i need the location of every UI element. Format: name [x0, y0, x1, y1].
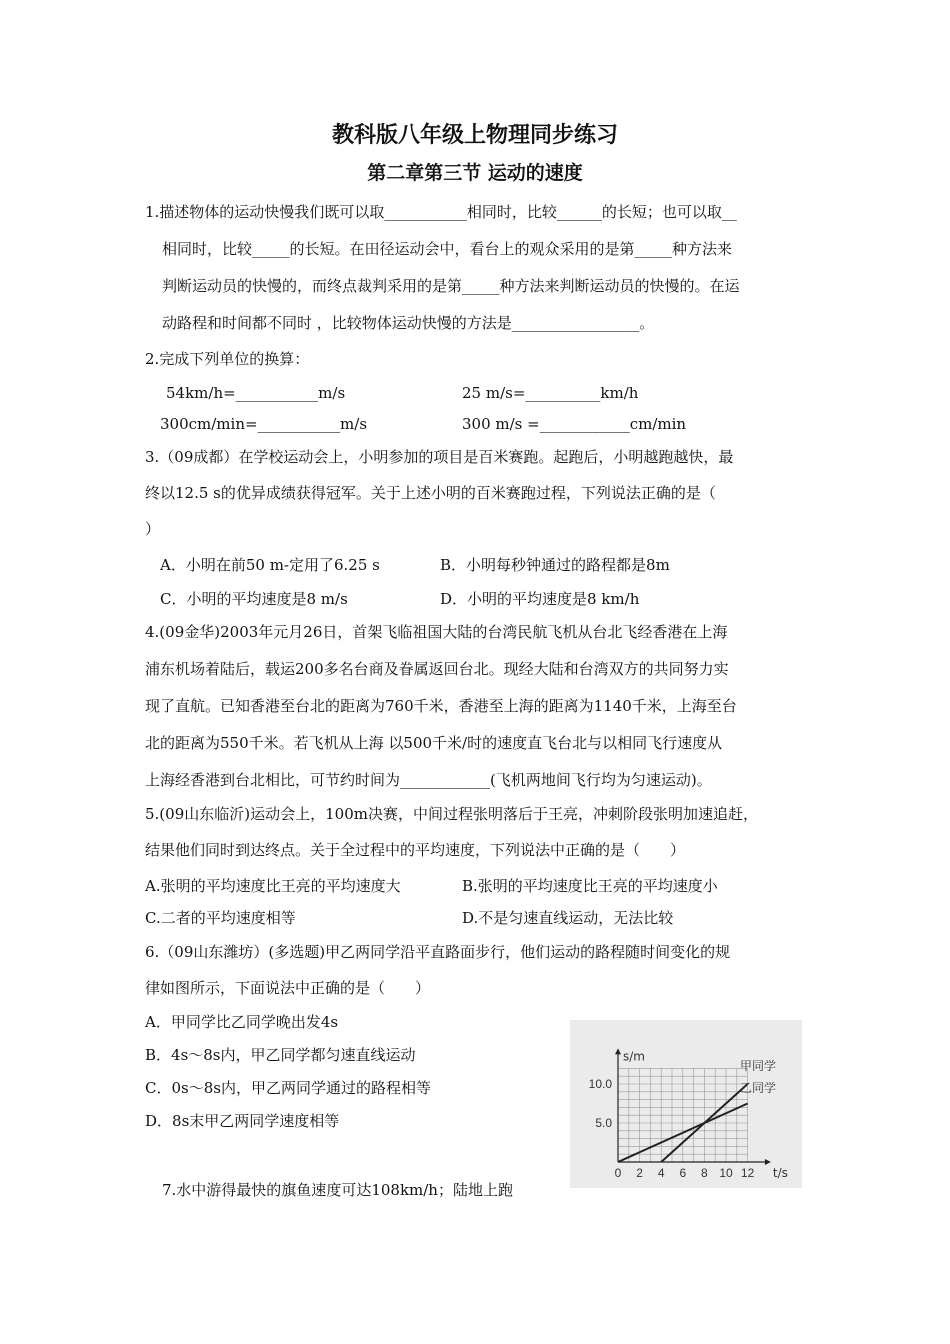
distance-time-chart	[570, 1020, 802, 1188]
q3-line-2: 终以12.5 s的优异成绩获得冠军。关于上述小明的百米赛跑过程，下列说法正确的是（	[145, 484, 716, 502]
q5-line-1: 5.(09山东临沂)运动会上，100m决赛，中间过程张明落后于王亮，冲刺阶段张明加速追赶，	[145, 805, 758, 823]
x-tick-label: 10	[719, 1166, 733, 1180]
q2-item-d: 300 m/s =____________cm/min	[462, 415, 687, 433]
q3-option-b: B．小明每秒钟通过的路程都是8m	[440, 556, 670, 574]
q5-option-b: B.张明的平均速度比王亮的平均速度小	[462, 877, 718, 895]
q2-item-a: 54km/h=___________m/s	[166, 384, 346, 402]
x-tick-label: 6	[679, 1166, 687, 1180]
x-tick-label: 12	[740, 1166, 755, 1180]
x-tick-label: 2	[636, 1166, 643, 1180]
q2-item-c: 300cm/min=___________m/s	[160, 415, 368, 433]
q1-line-2: 相同时，比较_____的长短。在田径运动会中，看台上的观众采用的是第_____种方法来	[162, 240, 733, 258]
q6-option-c: C．0s～8s内，甲乙两同学通过的路程相等	[145, 1079, 431, 1097]
q6-option-a: A．甲同学比乙同学晚出发4s	[145, 1013, 339, 1031]
q3-option-c: C．小明的平均速度是8 m/s	[160, 590, 348, 608]
q5-line-2: 结果他们同时到达终点。关于全过程中的平均速度，下列说法中正确的是（ ）	[145, 841, 686, 859]
q6-option-b: B．4s～8s内，甲乙同学都匀速直线运动	[145, 1046, 416, 1064]
document-title: 教科版八年级上物理同步练习	[331, 123, 618, 148]
q7-line-1: 7.水中游得最快的旗鱼速度可达108km/h；陆地上跑	[162, 1181, 513, 1199]
x-tick-label: 4	[657, 1166, 665, 1180]
q3-line-1: 3.（09成都）在学校运动会上，小明参加的项目是百米赛跑。起跑后，小明越跑越快，最	[145, 448, 734, 466]
q3-option-d: D．小明的平均速度是8 km/h	[440, 590, 640, 608]
q4-line-2: 浦东机场着陆后，载运200多名台商及眷属返回台北。现经大陆和台湾双方的共同努力实	[145, 660, 729, 678]
chart-x-axis-label: t/s	[772, 1166, 788, 1180]
q2-line-1: 2.完成下列单位的换算：	[145, 350, 310, 368]
q6-line-2: 律如图所示，下面说法中正确的是（ ）	[145, 979, 431, 997]
q5-option-c: C.二者的平均速度相等	[145, 909, 296, 927]
chart-legend-series-2: 乙同学	[740, 1080, 777, 1095]
y-tick-label: 10.0	[588, 1077, 612, 1091]
q4-line-4: 北的距离为550千米。若飞机从上海 以500千米/时的速度直飞台北与以相同飞行速度从	[145, 734, 723, 752]
q1-line-3: 判断运动员的快慢的，而终点裁判采用的是第_____种方法来判断运动员的快慢的。在运	[162, 277, 740, 295]
chart-legend-series-1: 甲同学	[740, 1058, 777, 1073]
q5-option-a: A.张明的平均速度比王亮的平均速度大	[145, 877, 401, 895]
q1-line-1: 1.描述物体的运动快慢我们既可以取___________相同时，比较______的长短；也可以取__	[145, 203, 737, 221]
x-tick-label: 0	[614, 1166, 622, 1180]
q6-option-d: D．8s末甲乙两同学速度相等	[145, 1112, 340, 1130]
q6-line-1: 6.（09山东潍坊）(多选题)甲乙两同学沿平直路面步行，他们运动的路程随时间变化的规	[145, 943, 731, 961]
q5-option-d: D.不是匀速直线运动，无法比较	[462, 909, 674, 927]
q4-line-1: 4.(09金华)2003年元月26日，首架飞临祖国大陆的台湾民航飞机从台北飞经香港在上海	[145, 623, 728, 641]
q3-line-3: ）	[145, 520, 161, 538]
q4-line-5: 上海经香港到台北相比，可节约时间为____________(飞机两地间飞行均为匀速运动)。	[145, 771, 712, 789]
q2-item-b: 25 m/s=__________km/h	[462, 384, 639, 402]
q4-line-3: 现了直航。已知香港至台北的距离为760千米，香港至上海的距离为1140千米，上海至台	[145, 697, 737, 715]
chart-y-axis-label: s/m	[623, 1049, 645, 1064]
q3-option-a: A．小明在前50 m-定用了6.25 s	[160, 556, 380, 574]
q1-line-4: 动路程和时间都不同时 ，比较物体运动快慢的方法是_________________。	[162, 314, 655, 332]
y-tick-label: 5.0	[595, 1116, 612, 1130]
x-tick-label: 8	[701, 1166, 708, 1180]
section-subtitle: 第二章第三节 运动的速度	[367, 162, 583, 184]
